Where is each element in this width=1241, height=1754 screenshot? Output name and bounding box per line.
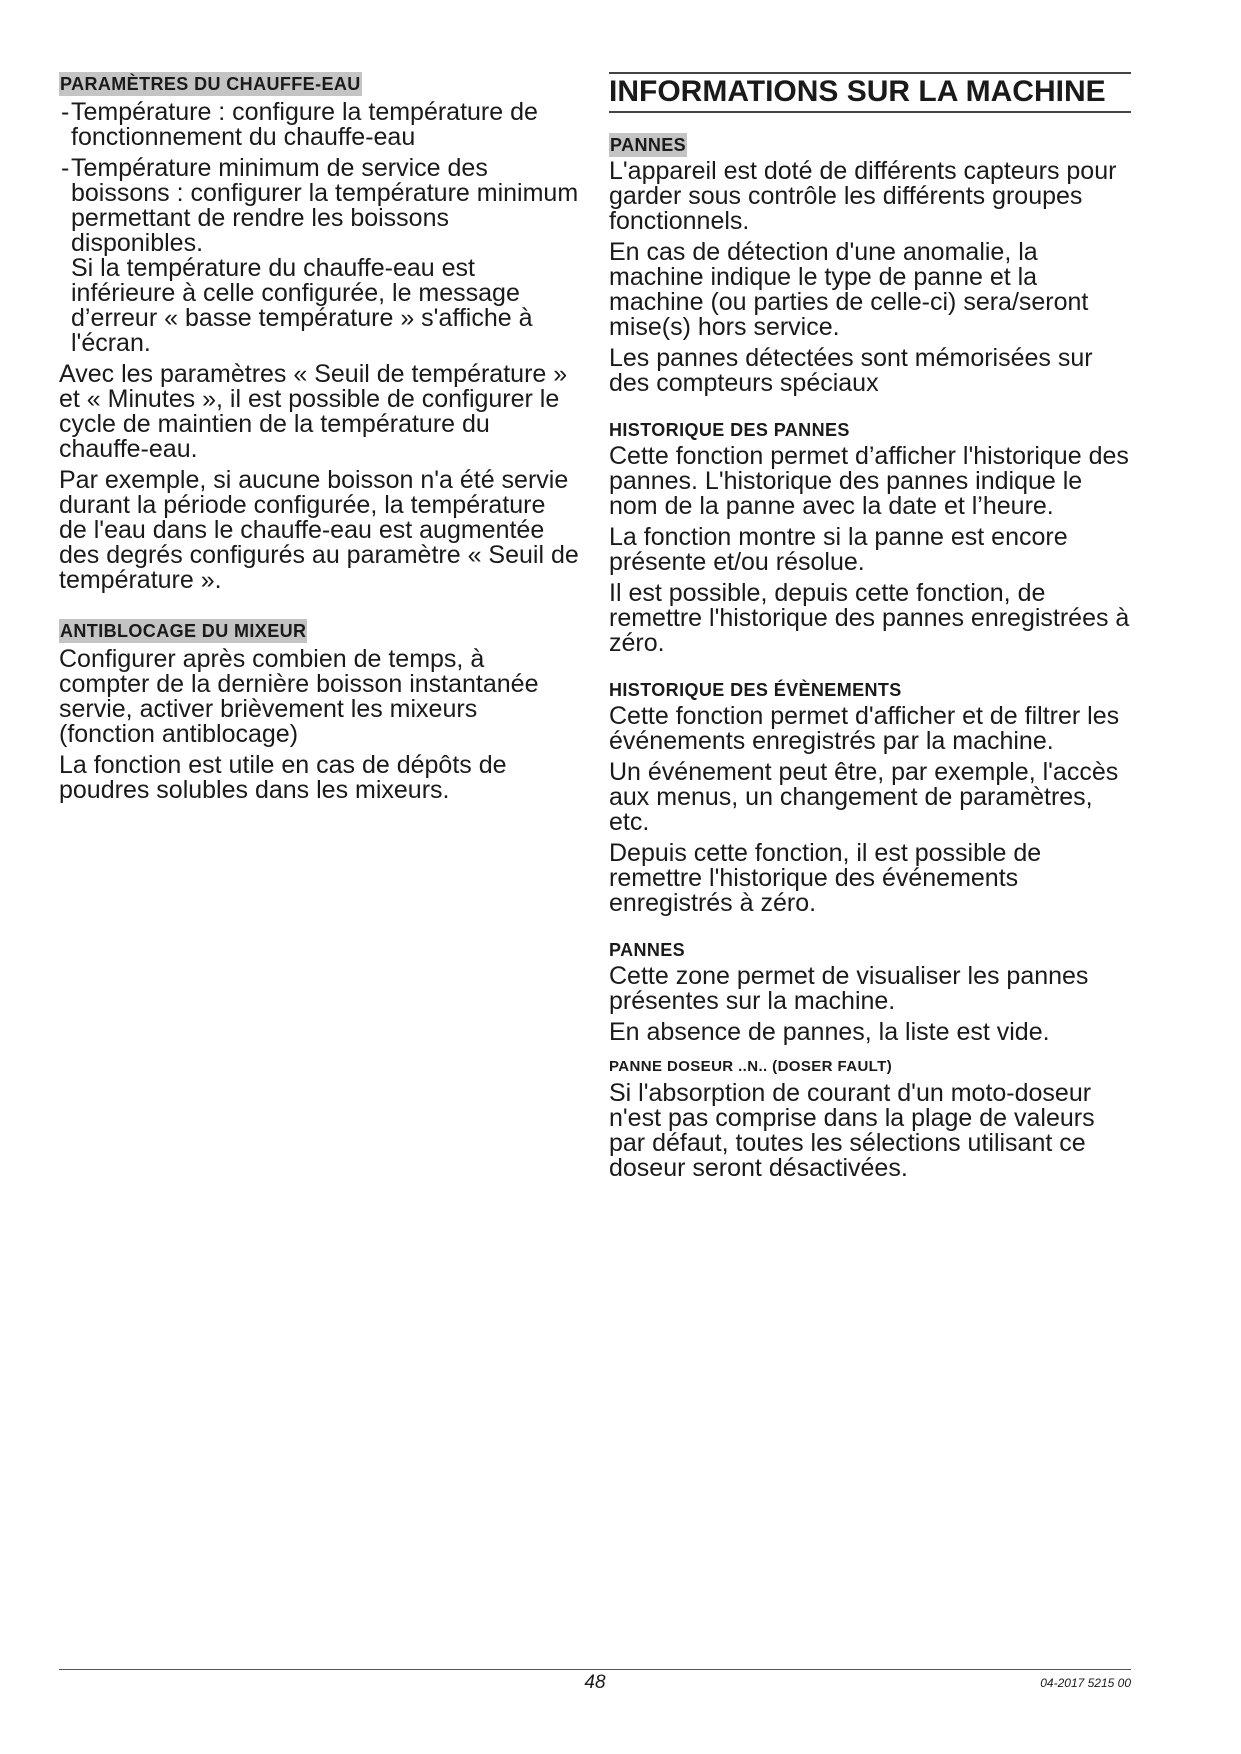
list-item-continuation: Si la température du chauffe-eau est inférieure à celle configurée, le message d’erreur « basse température » s'affiche à l'écran. <box>71 254 533 357</box>
paragraph: Cette zone permet de visualiser les pannes présentes sur la machine. <box>609 962 1089 1015</box>
paragraph: Cette fonction permet d’afficher l'historique des pannes. L'historique des pannes indique le nom de la panne avec la date et l’heure. <box>609 442 1129 520</box>
paragraph: En cas de détection d'une anomalie, la machine indique le type de panne et la machine (ou parties de celle-ci) sera/seront mise(s) hors service. <box>609 238 1089 341</box>
list-item-text: Température minimum de service des boissons : configurer la température minimum permettant de rendre les boissons disponibles. <box>71 154 579 257</box>
list-item-temperature-minimum <box>59 156 579 256</box>
subheading-historique-pannes: HISTORIQUE DES PANNES <box>609 420 850 440</box>
paragraph: Par exemple, si aucune boisson n'a été servie durant la période configurée, la température de l'eau dans le chauffe-eau est augmentée des degrés configurés au paramètre « Seuil de température ». <box>59 466 579 594</box>
section-heading-chauffe-eau: PARAMÈTRES DU CHAUFFE-EAU <box>60 74 361 94</box>
dash-bullet: - <box>61 154 70 182</box>
left-column <box>59 72 579 809</box>
paragraph: Si l'absorption de courant d'un moto-doseur n'est pas comprise dans la plage de valeurs par défaut, toutes les sélections utilisant ce doseur seront désactivées. <box>609 1079 1095 1182</box>
paragraph: En absence de pannes, la liste est vide. <box>609 1018 1050 1046</box>
subheading-panne-doseur: PANNE DOSEUR ..N.. (DOSER FAULT) <box>609 1058 893 1075</box>
document-code: 04-2017 5215 00 <box>1040 1676 1131 1690</box>
section-heading-pannes: PANNES <box>610 135 687 155</box>
subheading-pannes: PANNES <box>609 940 686 960</box>
list-item-text: Température : configure la température de fonctionnement du chauffe-eau <box>71 98 538 151</box>
list-item-temperature <box>59 100 579 150</box>
page-number: 48 <box>584 1672 606 1693</box>
paragraph: Cette fonction permet d'afficher et de filtrer les événements enregistrés par la machine. <box>609 702 1120 755</box>
paragraph: Il est possible, depuis cette fonction, de remettre l'historique des pannes enregistrées à zéro. <box>609 579 1130 657</box>
paragraph: La fonction montre si la panne est encore présente et/ou résolue. <box>609 523 1068 576</box>
footer-rule <box>59 1669 1131 1670</box>
section-heading-antiblocage: ANTIBLOCAGE DU MIXEUR <box>60 621 307 641</box>
paragraph: Avec les paramètres « Seuil de température » et « Minutes », il est possible de configurer le cycle de maintien de la température du chauffe-eau. <box>59 360 568 463</box>
paragraph: L'appareil est doté de différents capteurs pour garder sous contrôle les différents groupes fonctionnels. <box>609 157 1117 235</box>
paragraph: Un événement peut être, par exemple, l'accès aux menus, un changement de paramètres, etc. <box>609 758 1119 836</box>
paragraph: Les pannes détectées sont mémorisées sur des compteurs spéciaux <box>609 344 1093 397</box>
dash-bullet: - <box>61 98 70 126</box>
paragraph: Depuis cette fonction, il est possible de remettre l'historique des événements enregistrés à zéro. <box>609 839 1042 917</box>
subheading-historique-evenements: HISTORIQUE DES ÉVÈNEMENTS <box>609 680 902 700</box>
paragraph: La fonction est utile en cas de dépôts de poudres solubles dans les mixeurs. <box>59 751 507 804</box>
page-title: INFORMATIONS SUR LA MACHINE <box>609 72 1131 113</box>
right-column <box>609 72 1131 1187</box>
paragraph: Configurer après combien de temps, à compter de la dernière boisson instantanée servie, activer brièvement les mixeurs (fonction antiblocage) <box>59 645 539 748</box>
